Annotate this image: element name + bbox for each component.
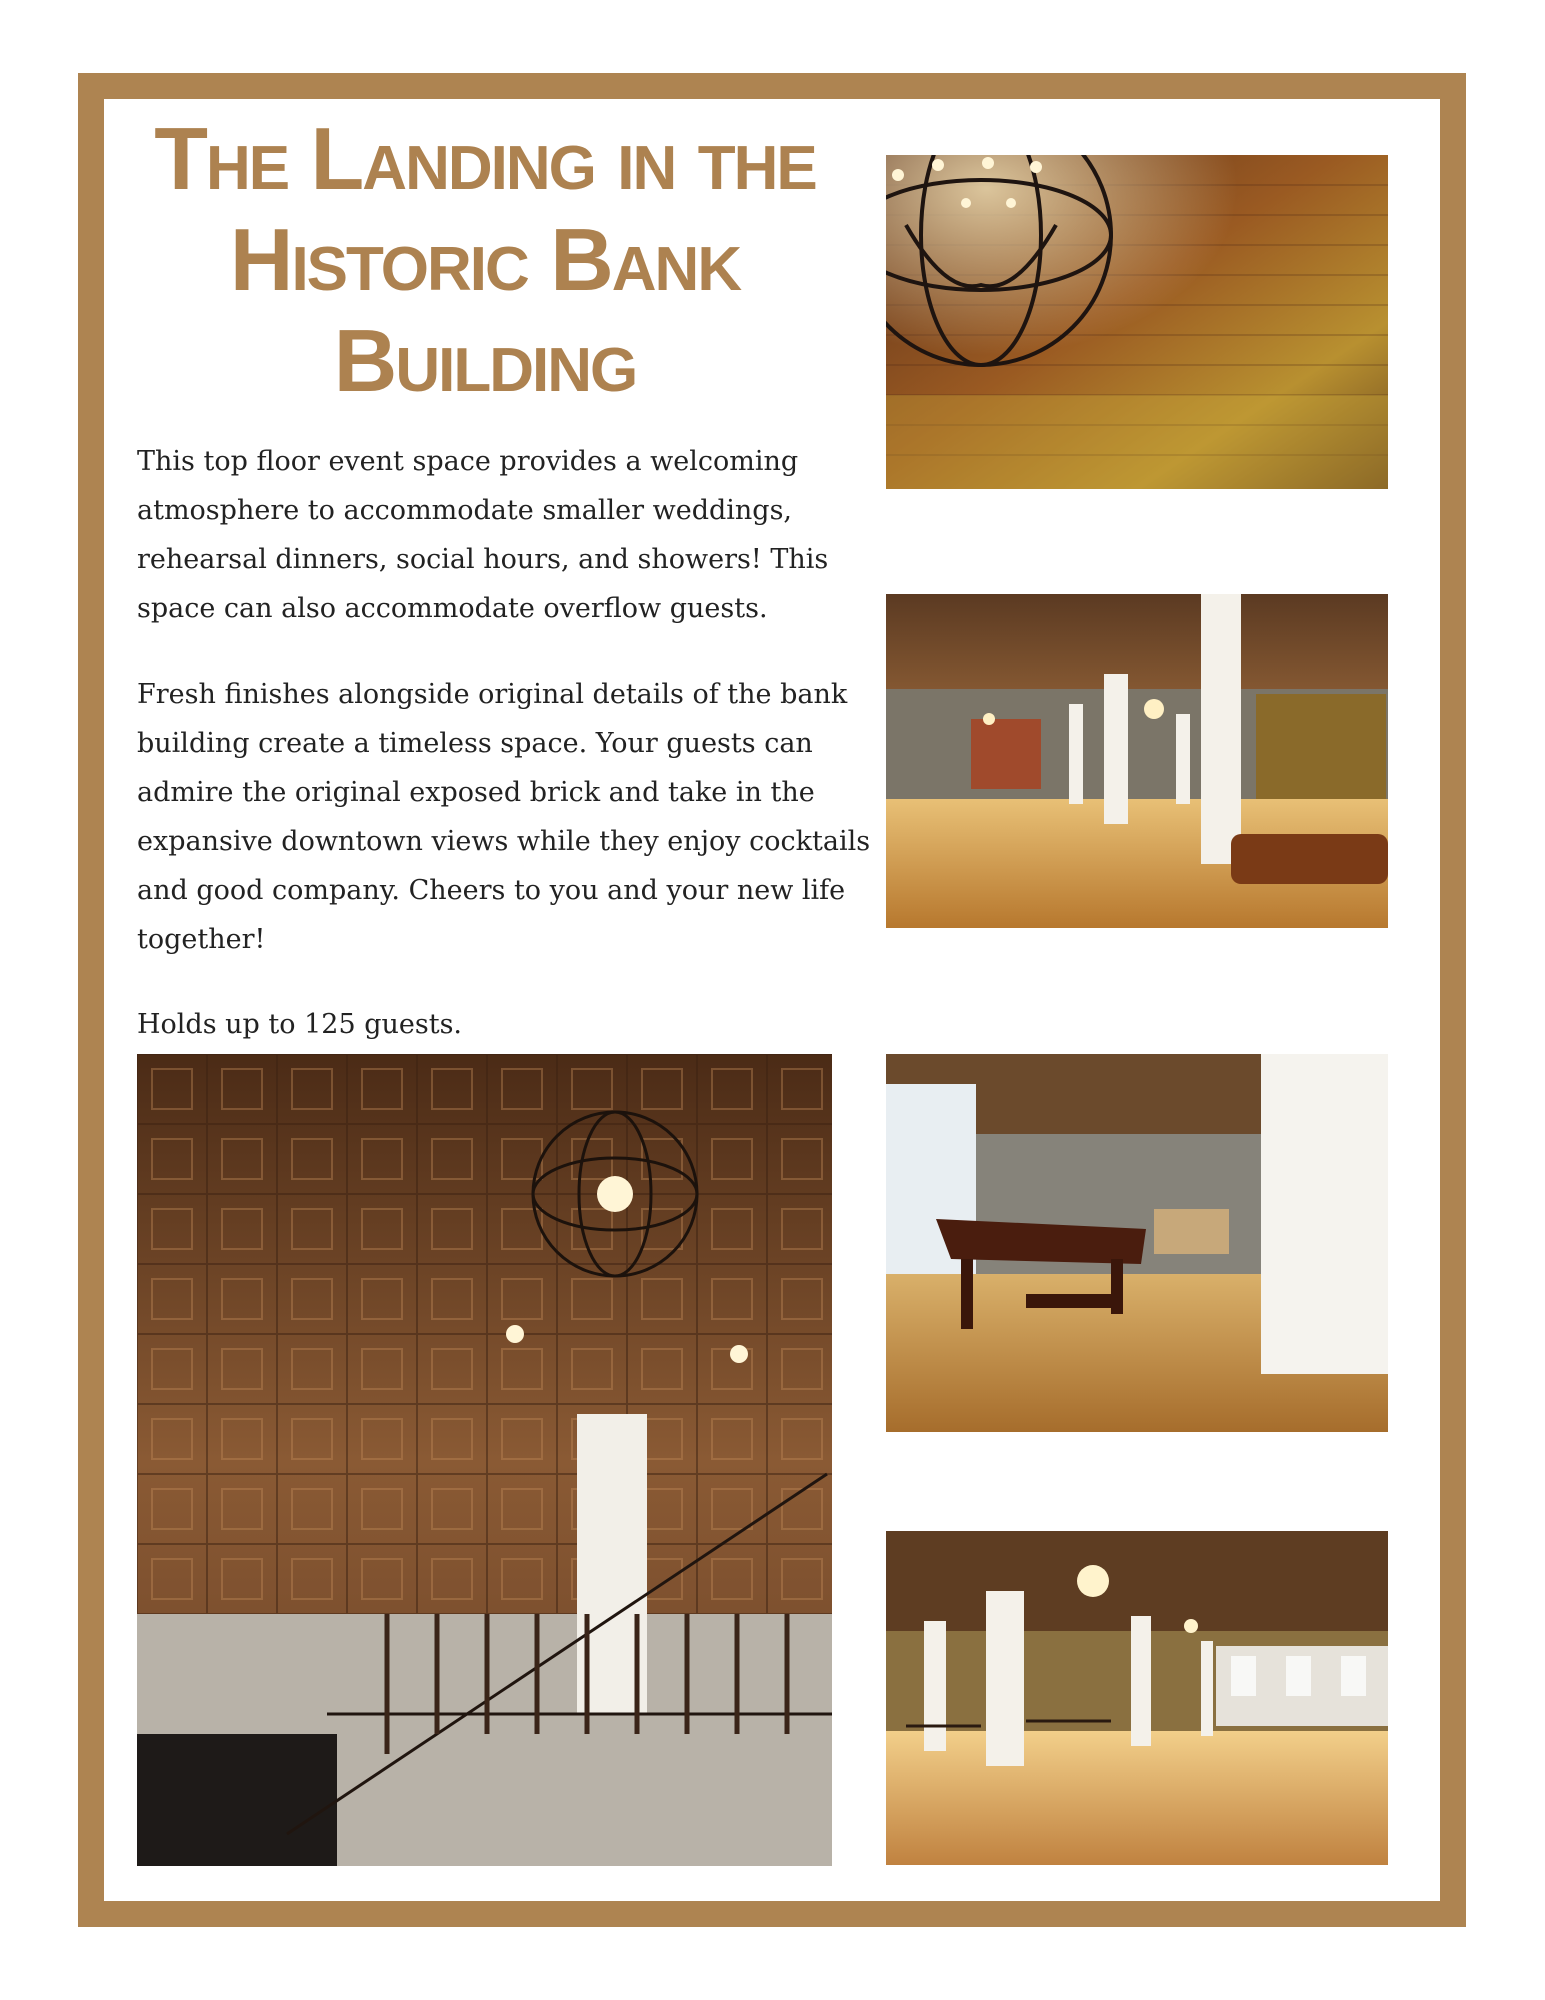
- grand-piano-room-photo: [886, 1054, 1388, 1432]
- page-title: The Landing in the Historic Bank Building: [154, 109, 816, 410]
- capacity-text: Holds up to 125 guests.: [137, 1009, 463, 1040]
- details-paragraph: Fresh finishes alongside original details of the bank building create a timeless space. Your guests can admire the original exposed brick and take in the expansive downtown views while they enjoy cocktails and good company. Cheers to you and your new life together!: [137, 679, 871, 955]
- staircase-tin-ceiling-photo: [137, 1054, 832, 1866]
- open-hall-windows-photo: [886, 1531, 1388, 1865]
- chandelier-brick-wall-photo: [886, 155, 1388, 489]
- intro-paragraph: This top floor event space provides a welcoming atmosphere to accommodate smaller weddings, rehearsal dinners, social hours, and showers! This space can also accommodate overflow guests.: [137, 446, 829, 624]
- event-room-columns-photo: [886, 594, 1388, 928]
